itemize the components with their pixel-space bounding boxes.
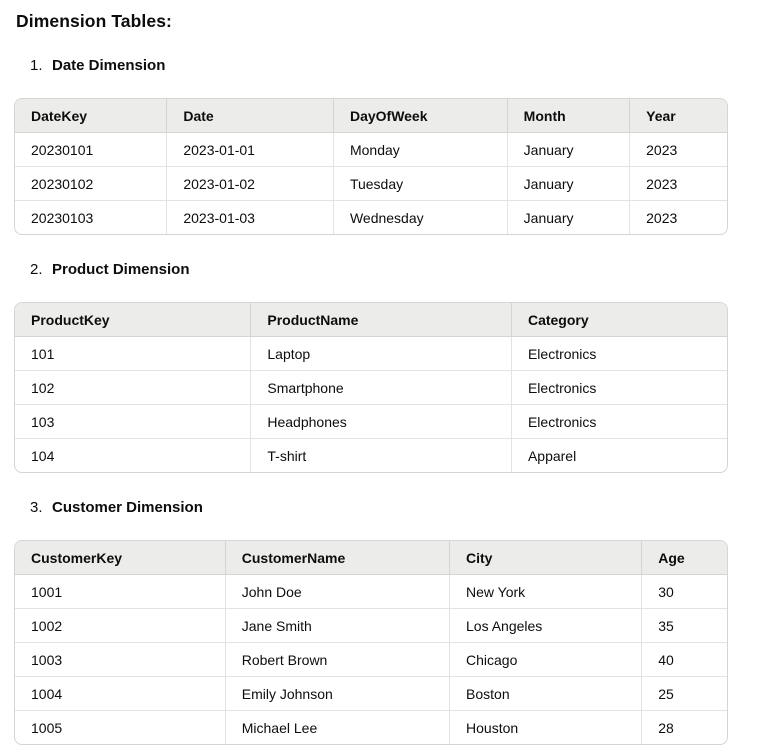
table-cell: Headphones bbox=[251, 405, 512, 439]
column-header: DayOfWeek bbox=[334, 99, 508, 133]
table-row bbox=[15, 405, 727, 439]
table-cell: 2023-01-01 bbox=[167, 133, 334, 167]
table-header-row bbox=[15, 303, 727, 337]
section-customer-dimension bbox=[14, 499, 728, 745]
customer-dimension-table bbox=[15, 541, 727, 744]
section-heading bbox=[30, 499, 728, 516]
section-number: 1. bbox=[30, 57, 43, 74]
table-cell: 1003 bbox=[15, 643, 226, 677]
section-heading bbox=[30, 57, 728, 74]
table-cell: 2023-01-03 bbox=[167, 201, 334, 234]
table-cell: 30 bbox=[642, 575, 727, 609]
table-cell: 40 bbox=[642, 643, 727, 677]
column-header: CustomerKey bbox=[15, 541, 226, 575]
column-header: CustomerName bbox=[226, 541, 450, 575]
table-row bbox=[15, 201, 727, 234]
table-cell: T-shirt bbox=[251, 439, 512, 472]
product-dimension-table-wrap bbox=[14, 302, 728, 473]
table-cell: Tuesday bbox=[334, 167, 508, 201]
date-dimension-table-wrap bbox=[14, 98, 728, 235]
table-cell: 1005 bbox=[15, 711, 226, 744]
column-header: Age bbox=[642, 541, 727, 575]
table-cell: New York bbox=[450, 575, 642, 609]
table-cell: 2023 bbox=[630, 133, 727, 167]
table-cell: 35 bbox=[642, 609, 727, 643]
column-header: Date bbox=[167, 99, 334, 133]
table-cell: January bbox=[508, 201, 630, 234]
table-cell: Los Angeles bbox=[450, 609, 642, 643]
page-title: Dimension Tables: bbox=[16, 11, 172, 31]
table-cell: 103 bbox=[15, 405, 251, 439]
section-title: Date Dimension bbox=[52, 57, 166, 74]
table-cell: Apparel bbox=[527, 448, 577, 464]
table-row bbox=[15, 337, 727, 371]
table-cell: 2023 bbox=[646, 210, 678, 226]
table-cell: Chicago bbox=[450, 643, 642, 677]
table-cell: Wednesday bbox=[334, 201, 508, 234]
table-cell: 102 bbox=[15, 371, 251, 405]
table-cell: Electronics bbox=[512, 371, 727, 405]
table-cell: Robert Brown bbox=[226, 643, 450, 677]
column-header: City bbox=[450, 541, 642, 575]
table-cell: January bbox=[508, 167, 630, 201]
table-cell: John Doe bbox=[226, 575, 450, 609]
table-cell: Laptop bbox=[251, 337, 512, 371]
column-header: ProductName bbox=[251, 303, 512, 337]
table-row bbox=[15, 643, 727, 677]
section-title: Customer Dimension bbox=[52, 499, 203, 516]
table-row bbox=[15, 371, 727, 405]
column-header: Category bbox=[512, 303, 727, 337]
table-row bbox=[15, 677, 727, 711]
table-header-row bbox=[15, 99, 727, 133]
table-cell: Boston bbox=[450, 677, 642, 711]
table-cell: 1001 bbox=[15, 575, 226, 609]
table-row bbox=[15, 609, 727, 643]
table-row bbox=[15, 167, 727, 201]
table-header-row bbox=[15, 541, 727, 575]
content-area bbox=[14, 0, 728, 745]
table-row bbox=[15, 439, 727, 472]
table-cell: 20230102 bbox=[15, 167, 167, 201]
section-date-dimension bbox=[14, 57, 728, 235]
table-cell: Jane Smith bbox=[226, 609, 450, 643]
table-cell: Michael Lee bbox=[226, 711, 450, 744]
table-cell: Electronics bbox=[512, 405, 727, 439]
table-cell: 2023-01-02 bbox=[167, 167, 334, 201]
customer-dimension-table-wrap bbox=[14, 540, 728, 745]
table-row bbox=[15, 575, 727, 609]
section-number: 2. bbox=[30, 261, 43, 278]
column-header: Month bbox=[508, 99, 630, 133]
table-cell: Smartphone bbox=[251, 371, 512, 405]
table-cell: 1002 bbox=[15, 609, 226, 643]
table-cell: 1004 bbox=[15, 677, 226, 711]
column-header: ProductKey bbox=[15, 303, 251, 337]
table-cell: Emily Johnson bbox=[226, 677, 450, 711]
column-header: Year bbox=[630, 99, 727, 133]
table-cell: Houston bbox=[450, 711, 642, 744]
product-dimension-table bbox=[15, 303, 727, 472]
column-header: DateKey bbox=[15, 99, 167, 133]
table-cell: January bbox=[508, 133, 630, 167]
section-heading bbox=[30, 261, 728, 278]
table-cell: 2023 bbox=[630, 167, 727, 201]
table-cell: 101 bbox=[15, 337, 251, 371]
table-cell: 104 bbox=[15, 439, 251, 472]
table-row bbox=[15, 133, 727, 167]
section-number: 3. bbox=[30, 499, 43, 516]
date-dimension-table bbox=[15, 99, 727, 234]
table-cell: Monday bbox=[334, 133, 508, 167]
section-product-dimension bbox=[14, 261, 728, 473]
table-cell: 25 bbox=[642, 677, 727, 711]
table-row bbox=[15, 711, 727, 744]
table-cell: 20230101 bbox=[15, 133, 167, 167]
table-cell: 20230103 bbox=[15, 201, 167, 234]
table-cell: Electronics bbox=[512, 337, 727, 371]
table-cell: 28 bbox=[658, 720, 674, 736]
section-title: Product Dimension bbox=[52, 261, 190, 278]
